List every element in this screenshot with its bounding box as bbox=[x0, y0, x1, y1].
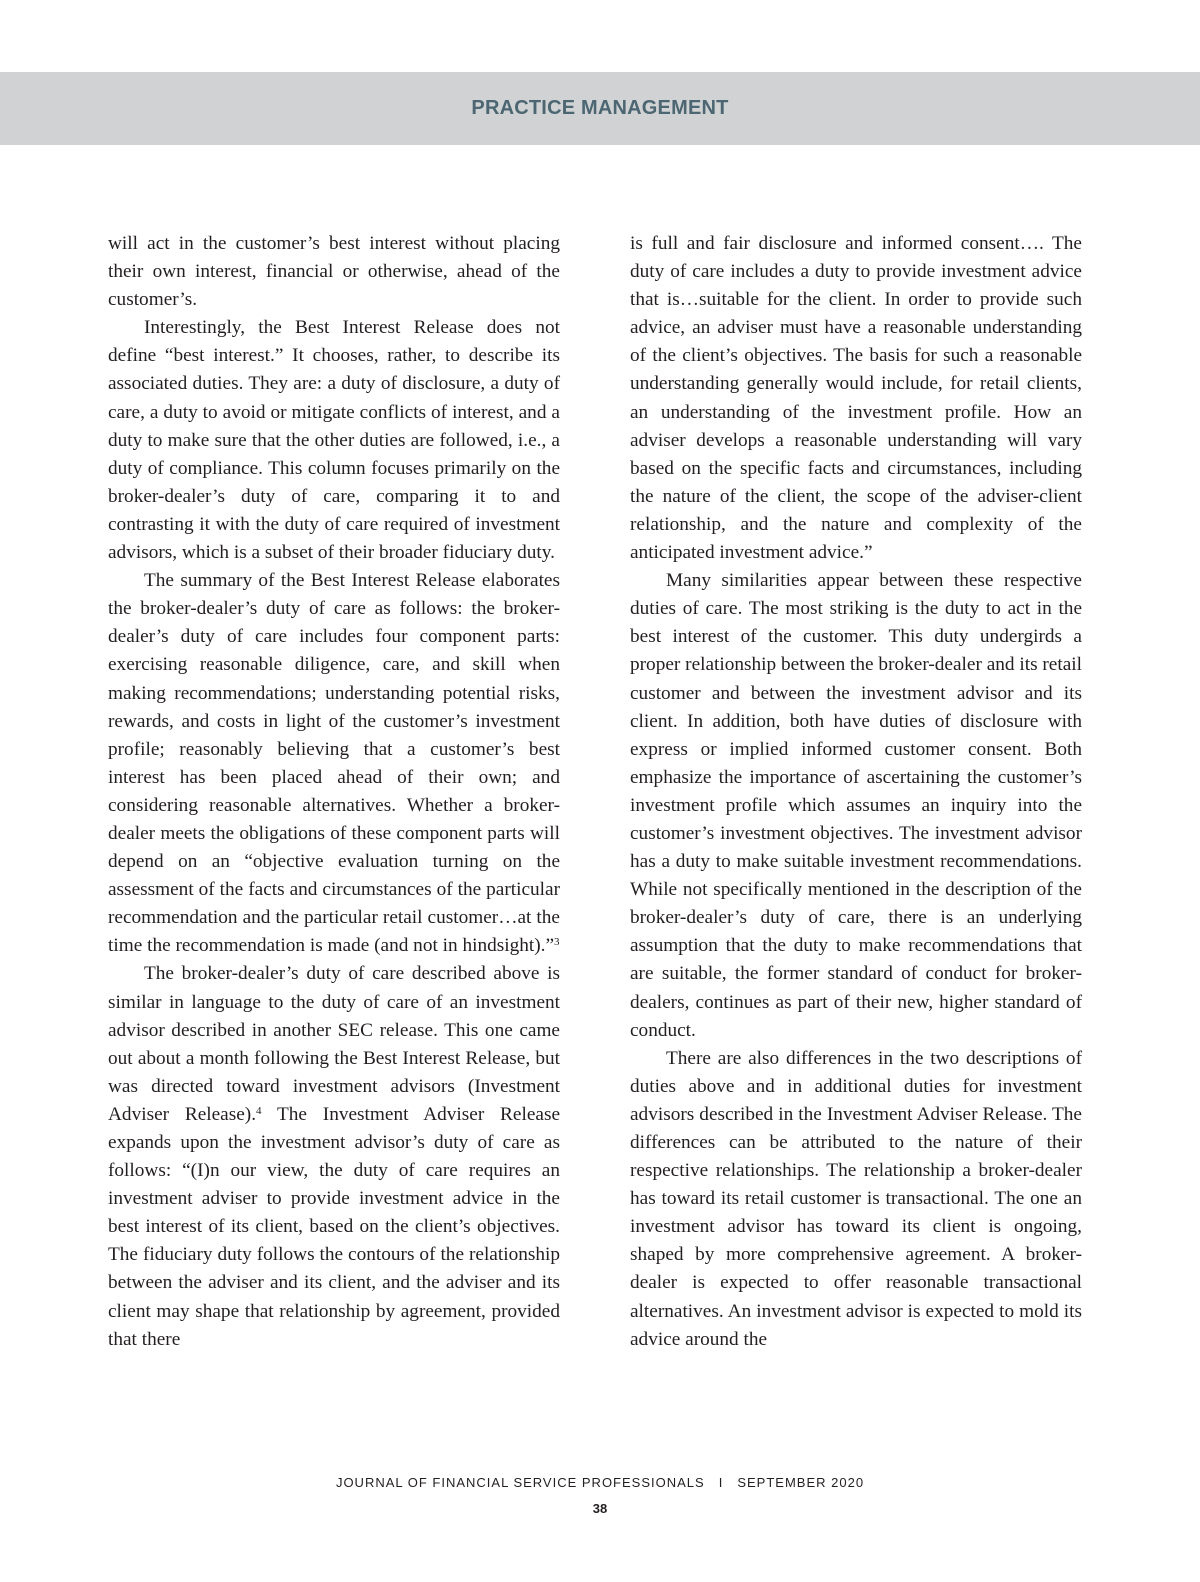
left-paragraph-4: The broker-dealer’s duty of care described above is similar in language to the duty of care of an investment advisor described in another SEC release. This one came out about a month following the Best Interest Release, but was directed toward investment advisors (Investment Adviser Release).$^4$ The Investment Adviser Release expands upon the investment advisor’s duty of care as follows: “(I)n our view, the duty of care requires an investment adviser to provide investment advice in the best interest of its client, based on the client’s objectives. The fiduciary duty follows the contours of the relationship between the adviser and its client, and the adviser and its client may shape that relationship by agreement, provided that there bbox=[108, 963, 560, 1350]
section-title: PRACTICE MANAGEMENT bbox=[471, 97, 729, 119]
right-paragraph-1: is full and fair disclosure and informed consent…. The duty of care includes a duty to provide investment advice that is…suitable for the client. In order to provide such advice, an adviser must have a reasonable understanding of the client’s objectives. The basis for such a reasonable understanding generally would include, for retail clients, an understanding of the investment profile. How an adviser develops a reasonable understanding will vary based on the specific facts and circumstances, including the nature of the client, the scope of the adviser-client relationship, and the nature and complexity of the anticipated investment advice.” bbox=[630, 233, 1082, 564]
journal-name: JOURNAL OF FINANCIAL SERVICE PROFESSIONALS bbox=[335, 1475, 705, 1490]
left-paragraph-1: will act in the customer’s best interest without placing their own interest, financial or otherwise, ahead of the customer’s. bbox=[108, 233, 560, 311]
footnote-marker-3[interactable]: 3 bbox=[554, 936, 560, 949]
right-column bbox=[630, 230, 1082, 1354]
footer-separator: I bbox=[718, 1475, 724, 1490]
footer-journal-line bbox=[0, 1475, 1200, 1490]
left-paragraph-3: The summary of the Best Interest Release elaborates the broker-dealer’s duty of care as follows: the broker-dealer’s duty of care includes four component parts: exercising reasonable diligence, care, and skill when making recommendations; understanding potential risks, rewards, and costs in light of the customer’s investment profile; reasonably believing that a customer’s best interest has been placed ahead of their own; and considering reasonable alternatives. Whether a broker-dealer meets the obligations of these component parts will depend on an “objective evaluation turning on the assessment of the facts and circumstances of the particular recommendation and the particular retail customer…at the time the recommendation is made (and not in hindsight).”$^3$ bbox=[108, 570, 560, 957]
footnote-marker-4[interactable]: 4 bbox=[256, 1104, 262, 1117]
left-column bbox=[108, 230, 560, 1354]
right-paragraph-2: Many similarities appear between these respective duties of care. The most striking is the duty to act in the best interest of the customer. This duty undergirds a proper relationship between the broker-dealer and its retail customer and between the investment advisor and its client. In addition, both have duties of disclosure with express or implied informed customer consent. Both emphasize the importance of ascertaining the customer’s investment profile which assumes an inquiry into the customer’s investment objectives. The investment advisor has a duty to make suitable investment recommendations. While not specifically mentioned in the description of the broker-dealer’s duty of care, there is an underlying assumption that the duty to make recommendations that are suitable, the former standard of conduct for broker-dealers, continues as part of their new, higher standard of conduct. bbox=[630, 570, 1082, 1041]
right-paragraph-3: There are also differences in the two descriptions of duties above and in additional duties for investment advisors described in the Investment Adviser Release. The differences can be attributed to the nature of their respective relationships. The relationship a broker-dealer has toward its retail customer is transactional. The one an investment advisor has toward its client is ongoing, shaped by more comprehensive agreement. A broker-dealer is expected to offer reasonable transactional alternatives. An investment advisor is expected to mold its advice around the bbox=[630, 1047, 1082, 1350]
page-number: 38 bbox=[592, 1501, 608, 1516]
left-paragraph-2: Interestingly, the Best Interest Release does not define “best interest.” It chooses, rather, to describe its associated duties. They are: a duty of disclosure, a duty of care, a duty to avoid or mitigate conflicts of interest, and a duty to make sure that the other duties are followed, i.e., a duty of compliance. This column focuses primarily on the broker-dealer’s duty of care, comparing it to and contrasting it with the duty of care required of investment advisors, which is a subset of their broader fiduciary duty. bbox=[108, 317, 560, 564]
issue-date: SEPTEMBER 2020 bbox=[737, 1475, 865, 1490]
